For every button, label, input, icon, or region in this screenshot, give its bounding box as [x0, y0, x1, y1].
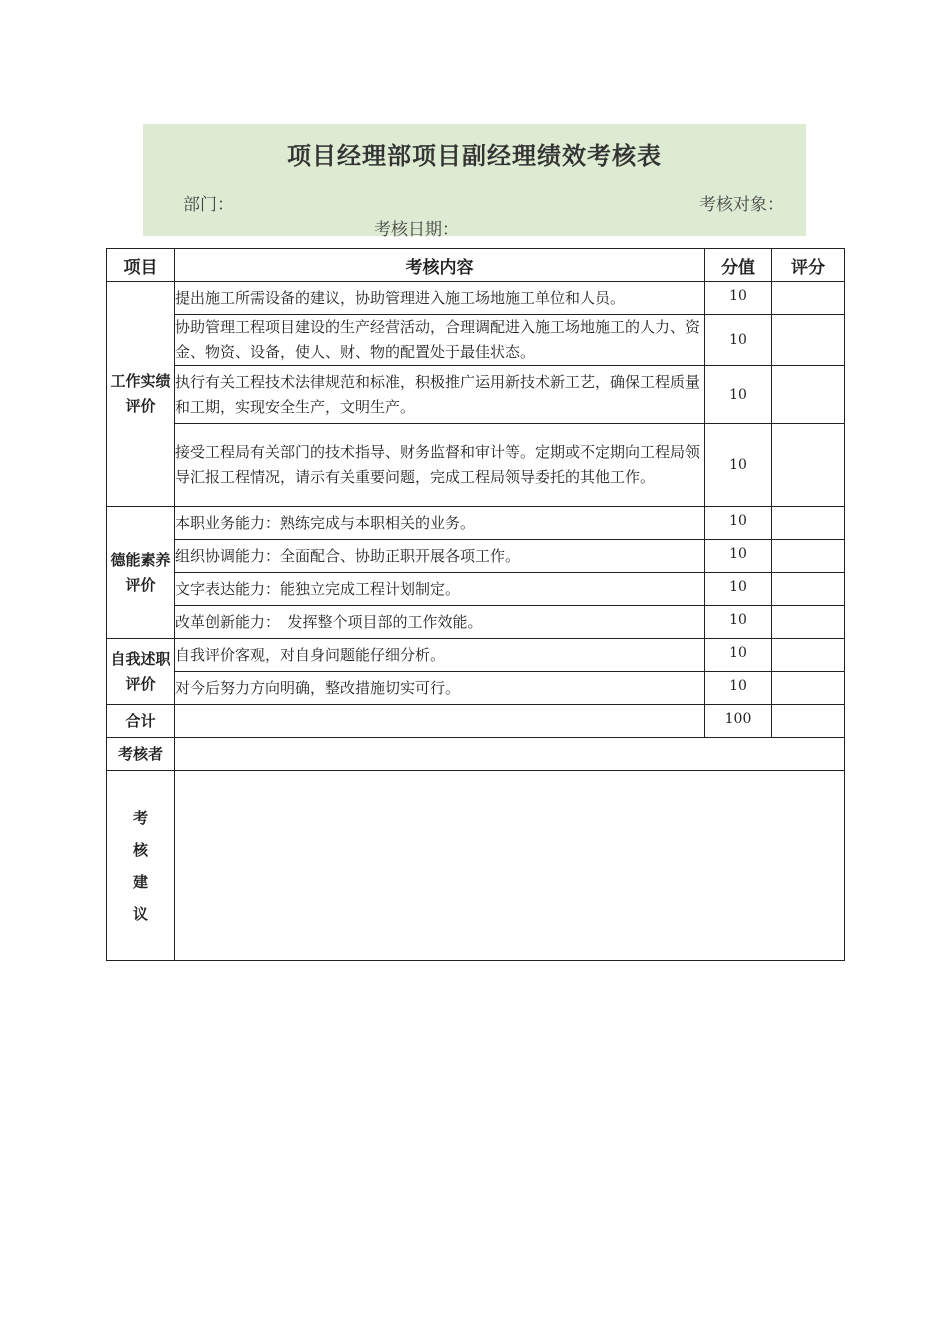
- rating-cell[interactable]: [772, 672, 845, 705]
- table-row: [107, 366, 845, 424]
- criterion-score: 10: [705, 282, 772, 315]
- criterion-score: 10: [705, 672, 772, 705]
- rating-cell[interactable]: [772, 573, 845, 606]
- rating-cell[interactable]: [772, 424, 845, 507]
- column-header-score: 分值: [705, 249, 772, 282]
- criterion-score: 10: [705, 507, 772, 540]
- criterion-content: 执行有关工程技术法律规范和标准，积极推广运用新技术新工艺，确保工程质量和工期，实现安全生产，文明生产。: [175, 366, 705, 424]
- rating-cell[interactable]: [772, 315, 845, 366]
- criterion-content: 提出施工所需设备的建议，协助管理进入施工场地施工单位和人员。: [175, 282, 705, 315]
- suggestion-row: [107, 771, 845, 961]
- table-row: [107, 507, 845, 540]
- total-label: 合计: [107, 705, 175, 738]
- table-row: [107, 424, 845, 507]
- criterion-score: 10: [705, 424, 772, 507]
- category-ethics-ability: 德能素养评价: [107, 507, 175, 639]
- target-label: 考核对象：: [699, 195, 784, 215]
- criterion-content: 对今后努力方向明确，整改措施切实可行。: [175, 672, 705, 705]
- criterion-content: 接受工程局有关部门的技术指导、财务监督和审计等。定期或不定期向工程局领导汇报工程情况，请示有关重要问题，完成工程局领导委托的其他工作。: [175, 424, 705, 507]
- criterion-content: 本职业务能力：熟练完成与本职相关的业务。: [175, 507, 705, 540]
- column-header-item: 项目: [107, 249, 175, 282]
- rating-cell[interactable]: [772, 282, 845, 315]
- criterion-content: 自我评价客观，对自身问题能仔细分析。: [175, 639, 705, 672]
- rating-cell[interactable]: [772, 507, 845, 540]
- total-content-cell: [175, 705, 705, 738]
- table-row: [107, 606, 845, 639]
- evaluation-table: [106, 248, 845, 961]
- reviewer-field[interactable]: [175, 738, 845, 771]
- table-row: [107, 672, 845, 705]
- criterion-score: 10: [705, 315, 772, 366]
- category-self-report: 自我述职评价: [107, 639, 175, 705]
- reviewer-label: 考核者: [107, 738, 175, 771]
- column-header-rating: 评分: [772, 249, 845, 282]
- criterion-score: 10: [705, 573, 772, 606]
- criterion-content: 改革创新能力： 发挥整个项目部的工作效能。: [175, 606, 705, 639]
- criterion-score: 10: [705, 606, 772, 639]
- rating-cell[interactable]: [772, 606, 845, 639]
- column-header-content: 考核内容: [175, 249, 705, 282]
- total-rating-cell[interactable]: [772, 705, 845, 738]
- table-row: [107, 573, 845, 606]
- rating-cell[interactable]: [772, 540, 845, 573]
- reviewer-row: [107, 738, 845, 771]
- suggestion-label: 考 核 建 议: [107, 771, 175, 961]
- criterion-score: 10: [705, 639, 772, 672]
- total-score: 100: [705, 705, 772, 738]
- category-work-performance: 工作实绩评价: [107, 282, 175, 507]
- table-row: [107, 282, 845, 315]
- criterion-score: 10: [705, 366, 772, 424]
- total-row: [107, 705, 845, 738]
- date-label: 考核日期：: [374, 220, 459, 240]
- rating-cell[interactable]: [772, 366, 845, 424]
- criterion-content: 协助管理工程项目建设的生产经营活动，合理调配进入施工场地施工的人力、资金、物资、设备，使人、财、物的配置处于最佳状态。: [175, 315, 705, 366]
- page-title: 项目经理部项目副经理绩效考核表: [287, 142, 662, 170]
- suggestion-field[interactable]: [175, 771, 845, 961]
- criterion-content: 文字表达能力：能独立完成工程计划制定。: [175, 573, 705, 606]
- table-row: [107, 315, 845, 366]
- department-label: 部门：: [183, 195, 234, 215]
- criterion-score: 10: [705, 540, 772, 573]
- table-row: [107, 540, 845, 573]
- criterion-content: 组织协调能力：全面配合、协助正职开展各项工作。: [175, 540, 705, 573]
- header-box: [143, 124, 806, 240]
- table-row: [107, 639, 845, 672]
- table-header-row: [107, 249, 845, 282]
- rating-cell[interactable]: [772, 639, 845, 672]
